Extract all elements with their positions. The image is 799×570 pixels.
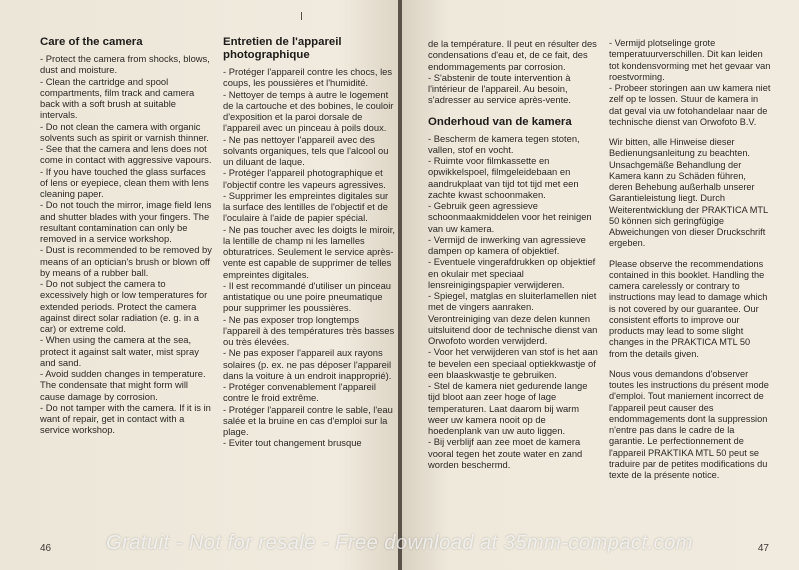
paragraph: - Clean the cartridge and spool compartments, film track and camera back with a soft brush at suitable intervals. (40, 75, 195, 121)
paragraph: - Vermijd de inwerking van agressieve dampen op kamera of objektief. (428, 233, 586, 256)
paragraph: - Ne pas nettoyer l'appareil avec des solvants organiques, tels que l'alcool ou un diluant de laque. (223, 133, 389, 167)
paragraph: - Protéger convenablement l'appareil contre le froid extrême. (223, 381, 376, 404)
paragraph: - See that the camera and lens does not come in contact with aggressive vapours. (40, 143, 212, 166)
column-care-english (40, 36, 212, 436)
paragraph: - Protéger l'appareil contre les chocs, les coups, les poussières et l'humidité. (223, 66, 393, 89)
column-care-dutch (428, 38, 598, 470)
note-french: Nous vous demandons d'observer toutes les instructions du présent mode d'emploi. Tout maniement incorrect de l'appareil peut causer des endommagements dont la suppression n'entre pas dans le cadre de la garantie. Le perfectionnement de l'appareil PRAKTIKA MTL 50 peut se traduire par de petites modifications du texte de la présente notice. (609, 368, 769, 480)
paragraph: - Ne pas exposer trop longtemps l'appareil à des températures très basses ou très élevées. (223, 313, 395, 347)
paragraph: - Do not tamper with the camera. If it is in want of repair, get in contact with a service workshop. (40, 401, 211, 436)
paragraph: - Bescherm de kamera tegen stoten, vallen, stof en vocht. (428, 132, 580, 155)
paragraph: - Ruimte voor filmkassette en opwikkelspoel, filmgeleidebaan en aandrukplaat van tijd tot tijd met een zachte kwast schoonmaken. (428, 155, 579, 200)
paragraph: - Dust is recommended to be removed by means of an optician's brush or blown off by means of a rubber ball. (40, 244, 212, 278)
paragraph: - When using the camera at the sea, protect it against salt water, mist spray and sand. (40, 334, 199, 368)
paragraph: - Supprimer les empreintes digitales sur la surface des lentilles de l'objectif et de l'oculaire à l'aide de papier spécial. (223, 189, 389, 224)
paragraph: - Ne pas exposer l'appareil aux rayons solaires (p. ex. ne pas déposer l'appareil dans la voiture à un endroit inapproprié). (223, 347, 392, 381)
paragraph: - If you have touched the glass surfaces of lens or eyepiece, clean them with lens cleaning paper. (40, 165, 209, 199)
paragraph: - S'abstenir de toute intervention à l'intérieur de l'appareil. Au besoin, s'adresser au service après-vente. (428, 71, 572, 106)
note-english: Please observe the recommendations contained in this booklet. Handling the camera carelessly or contrary to instructions may lead to damage which is not covered by our guarantee. Our consistent efforts to improve our products may lead to some slight changes in the PRAKTICA MTL 50 from the details given. (609, 258, 768, 359)
paragraph: - Avoid sudden changes in temperature. The condensate that might form will cause damage by corrosion. (40, 368, 206, 402)
paragraph: - Ne pas toucher avec les doigts le miroir, la lentille de champ ni les lamelles obturatrices. Seulement le service après-vente est capable de supprimer de telles empreintes digitales. (223, 223, 395, 280)
page-number-right: 47 (757, 543, 769, 554)
paragraph: - Eventuele vingerafdrukken op objektief en okulair met speciaal lensreinigingspapier verwijderen. (428, 256, 596, 290)
paragraph: - Gebruik geen agressieve schoonmaakmiddelen voor het reinigen van uw kamera. (428, 200, 592, 234)
paragraph: - Protéger l'appareil photographique et l'objectif contre les vapeurs agressives. (223, 167, 386, 190)
watermark: Gratuit - Not for resale - Free download at 35mm-compact.com (106, 532, 693, 554)
paragraph: - Vermijd plotselinge grote temperatuurverschillen. Dit kan leiden tot kondensvorming met het gevaar van roestvorming. (609, 38, 771, 82)
paragraph: - Spiegel, matglas en sluiterlamellen niet met de vingers aanraken. Verontreiniging van deze delen kunnen uitsluitend door de technische dienst van Orwofoto worden verwijderd. (428, 290, 598, 346)
paragraph: de la température. Il peut en résulter des condensations d'eau et, de ce fait, des endommagements par corrosion. (428, 38, 597, 72)
paragraph: - Do not clean the camera with organic solvents such as spirit or varnish thinner. (40, 120, 209, 143)
column-care-french (223, 36, 395, 449)
paragraph: - Stel de kamera niet gedurende lange tijd bloot aan zeer hoge of lage temperaturen. Laat daarom bij warm weer uw kamera nooit op de hoedenplank van uw auto liggen. (428, 380, 588, 436)
paragraph: - Nettoyer de temps à autre le logement de la cartouche et des bobines, le couloir d'exposition et la paroi dorsale de l'appareil avec un pinceau à poils doux. (223, 88, 394, 134)
crease-mark (301, 12, 302, 20)
left-page (0, 0, 398, 570)
heading-care-french: Entretien de l'appareil photographique (223, 36, 342, 61)
right-page (402, 0, 799, 570)
paragraph: - Do not touch the mirror, image field lens and shutter blades with your fingers. The resultant contamination can only be removed in a service workshop. (40, 199, 212, 244)
heading-care-english: Care of the camera (40, 36, 143, 48)
paragraph: - Protéger l'appareil contre le sable, l'eau salée et la bruine en cas d'emploi sur la plage. (223, 403, 393, 437)
paragraph: - Do not subject the camera to excessively high or low temperatures for extended periods. Protect the camera against direct solar radiation (e. g. in a car) or extreme cold. (40, 278, 208, 334)
note-german: Wir bitten, alle Hinweise dieser Bedienungsanleitung zu beachten. Unsachgemäße Behandlung der Kamera kann zu Schäden führen, deren Behebung außerhalb unserer Garantieleistung liegt. Durch Weiterentwicklung der PRAKTICA MTL 50 können sich geringfügige Abweichungen von dieser Druckschrift ergeben. (609, 137, 768, 249)
paragraph: - Eviter tout changement brusque (223, 437, 362, 449)
paragraph: - Il est recommandé d'utiliser un pinceau antistatique ou une poire pneumatique pour supprimer les poussières. (223, 279, 392, 314)
paragraph: - Protect the camera from shocks, blows, dust and moisture. (40, 53, 210, 76)
paragraph: - Probeer storingen aan uw kamera niet zelf op te lossen. Stuur de kamera in dat geval via uw fotohandelaar naar de technische dienst van Orwofoto B.V. (609, 83, 771, 127)
column-notes (609, 38, 771, 481)
page-number-left: 46 (40, 543, 52, 554)
paragraph: - Bij verblijf aan zee moet de kamera vooral tegen het zoute water en zand worden beschermd. (428, 436, 583, 470)
paragraph: - Voor het verwijderen van stof is het aan te bevelen een speciaal optiekkwastje of een blaaskwastje te gebruiken. (428, 346, 598, 380)
heading-care-dutch: Onderhoud van de kamera (428, 115, 572, 128)
